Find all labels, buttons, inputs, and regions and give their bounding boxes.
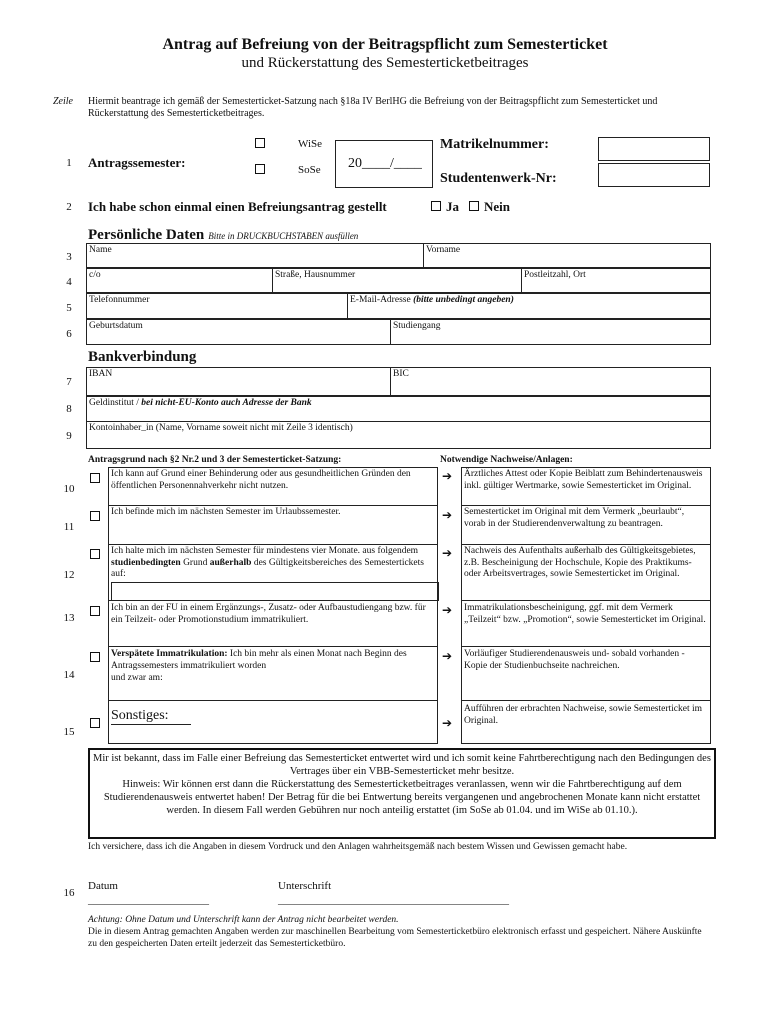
row-number-13: 13	[63, 612, 75, 624]
reason-12-text-e: des Gültigkeitsbereiches des Semestertickets auf:	[111, 557, 424, 579]
wise-label: WiSe	[298, 138, 322, 150]
strasse-label: Straße, Hausnummer	[275, 270, 356, 280]
reason-13-checkbox[interactable]	[90, 606, 100, 616]
email-hint: (bitte unbedingt angeben)	[413, 295, 514, 305]
iban-label: IBAN	[89, 369, 113, 379]
row-number-9: 9	[66, 430, 72, 442]
versicherung-text: Ich versichere, dass ich die Angaben in diesem Vordruck und den Anlagen wahrheitsgemäß nach bestem Wissen und Gewissen gemacht habe.	[88, 842, 628, 852]
institut-label: Geldinstitut /	[89, 398, 139, 408]
row-number-11: 11	[63, 521, 75, 533]
achtung-text: Achtung: Ohne Datum und Unterschrift kann der Antrag nicht bearbeitet werden.	[88, 915, 399, 925]
personal-heading	[88, 226, 358, 244]
row-number-4: 4	[66, 276, 72, 288]
email-label: E-Mail-Adresse	[350, 295, 411, 305]
matrikel-label: Matrikelnummer:	[440, 137, 549, 152]
geburtsdatum-field[interactable]	[86, 319, 391, 345]
prior-question: Ich habe schon einmal einen Befreiungsantrag gestellt	[88, 199, 387, 214]
divider	[461, 600, 711, 601]
personal-hint: Bitte in DRUCKBUCHSTABEN ausfüllen	[208, 231, 359, 241]
telefon-label: Telefonnummer	[89, 295, 150, 305]
plz-field[interactable]	[521, 268, 711, 293]
unterschrift-line[interactable]: __________________________________________	[278, 894, 509, 906]
row-number-3: 3	[66, 251, 72, 263]
notice-line-1: Mir ist bekannt, dass im Falle einer Befreiung das Semesterticket entwertet wird und ich somit keine Fahrtberechtigung nach den Bedingungen des Vertrages über ein VBB-Semesterticket mehr besitze.	[93, 753, 711, 777]
proof-13-text: Immatrikulationsbescheinigung, ggf. mit dem Vermerk „Teilzeit“ bzw. „Promotion“, sowie Semesterticket im Original.	[464, 603, 706, 625]
divider	[108, 505, 438, 506]
iban-field[interactable]	[86, 367, 391, 396]
reason-12-text	[111, 546, 431, 581]
reason-12-input[interactable]	[111, 582, 439, 601]
reason-12-text-d: außerhalb	[209, 557, 252, 568]
reasons-right-header: Notwendige Nachweise/Anlagen:	[440, 455, 573, 465]
geburtsdatum-label: Geburtsdatum	[89, 321, 143, 331]
plz-label: Postleitzahl, Ort	[524, 270, 586, 280]
divider	[461, 544, 711, 545]
divider	[461, 505, 711, 506]
notice-line-2: Hinweis: Wir können erst dann die Rückerstattung des Semesterticketbeitrages veranlassen, wenn wir die Fahrtberechtigung auf dem Studierendenausweis entwertet haben! Der Betrag für die bei Entwertung bereits vergangenen und angebrochenen Monate kann nicht erstattet werden. In diesem Fall werden Gebühren nur noch anteilig erstattet (im SoSe ab 01.04. und im WiSe ab 01.10.).	[103, 779, 701, 816]
personal-title: Persönliche Daten	[88, 227, 205, 243]
arrow-icon: ➔	[441, 603, 453, 617]
zeile-label: Zeile	[53, 96, 73, 107]
row-number-2: 2	[66, 201, 72, 213]
inhaber-label: Kontoinhaber_in (Name, Vorname soweit nicht mit Zeile 3 identisch)	[89, 423, 353, 433]
reason-12-text-c: Grund	[180, 557, 210, 568]
proof-15-text: Aufführen der erbrachten Nachweise, sowie Semesterticket im Original.	[464, 704, 703, 726]
semester-year: 20____/____	[348, 156, 422, 171]
studiengang-field[interactable]	[390, 319, 711, 345]
intro-text: Hiermit beantrage ich gemäß der Semesterticket-Satzung nach §18a IV BerlHG die Befreiung von der Beitragspflicht zum Semesterticket und Rückerstattung des Semesterticketbeitrages.	[88, 96, 658, 119]
prior-ja-checkbox[interactable]	[431, 201, 441, 211]
inhaber-field[interactable]	[86, 421, 711, 449]
row-number-10: 10	[63, 483, 75, 495]
bank-title: Bankverbindung	[88, 349, 197, 365]
reason-12-text-a: Ich halte mich im nächsten Semester für mindestens vier Monate. aus folgendem	[111, 546, 419, 556]
notice-box	[88, 748, 716, 839]
institut-hint: bei nicht-EU-Konto auch Adresse der Bank	[141, 398, 312, 408]
reason-15-checkbox[interactable]	[90, 718, 100, 728]
row-number-15: 15	[63, 726, 75, 738]
reason-14-text	[111, 649, 431, 672]
reason-14-text-rest: Ich bin mehr als einen Monat nach Beginn des Antragssemesters immatrikuliert worden	[111, 649, 407, 671]
strasse-field[interactable]	[272, 268, 522, 293]
email-field[interactable]	[347, 293, 711, 319]
row-number-5: 5	[66, 302, 72, 314]
row-number-16: 16	[63, 887, 75, 899]
row-number-14: 14	[63, 669, 75, 681]
row-number-8: 8	[66, 403, 72, 415]
sonstiges-underline	[111, 724, 191, 725]
reason-15-text: Sonstiges:	[111, 708, 169, 723]
divider	[108, 646, 438, 647]
datum-line[interactable]: ______________________	[88, 894, 209, 906]
form-title: Antrag auf Befreiung von der Beitragspflicht zum Semesterticket	[162, 36, 608, 53]
vorname-label: Vorname	[426, 245, 461, 255]
proof-14-text: Vorläufiger Studierendenausweis und- sobald vorhanden - Kopie der Studienbuchseite nachreichen.	[464, 649, 685, 671]
bic-field[interactable]	[390, 367, 711, 396]
row-number-6: 6	[66, 328, 72, 340]
proof-12-text: Nachweis des Aufenthalts außerhalb des Gültigkeitsgebietes, z.B. Bescheinigung der Hochschule, Kopie des Praktikums- oder Arbeitsvertrages, sowie Semesterticket im Original.	[464, 546, 696, 579]
datenschutz-text: Die in diesem Antrag gemachten Angaben werden zur maschinellen Bearbeitung vom Semesterticketbüro elektronisch erfasst und gespeichert. Nähere Auskünfte zu den gespeicherten Daten erteilt jederzeit das Semesterticketbüro.	[88, 927, 702, 949]
name-field[interactable]	[86, 243, 424, 268]
reason-13-text: Ich bin an der FU in einem Ergänzungs-, Zusatz- oder Aufbaustudiengang bzw. für ein Teilzeit- oder Promotionstudium immatrikuliert.	[111, 603, 426, 625]
studentenwerk-label: Studentenwerk-Nr:	[440, 171, 557, 186]
name-label: Name	[89, 245, 112, 255]
co-label: c/o	[89, 270, 101, 280]
divider	[108, 544, 438, 545]
proof-11-text: Semesterticket im Original mit dem Vermerk „beurlaubt“, vorab in der Studierendenverwaltung zu beantragen.	[464, 507, 685, 529]
wise-checkbox[interactable]	[255, 138, 265, 148]
prior-ja-label: Ja	[446, 199, 459, 214]
reason-14-text-bold: Verspätete Immatrikulation:	[111, 649, 228, 659]
row-number-12: 12	[63, 569, 75, 581]
reason-12-checkbox[interactable]	[90, 549, 100, 559]
reason-10-text: Ich kann auf Grund einer Behinderung oder aus gesundheitlichen Gründen den öffentlichen Personennahverkehr nicht nutzen.	[111, 469, 411, 491]
sose-checkbox[interactable]	[255, 164, 265, 174]
datum-label: Datum	[88, 880, 118, 892]
form-subtitle: und Rückerstattung des Semesterticketbeitrages	[241, 55, 529, 71]
reason-14-date-label: und zwar am:	[111, 673, 163, 683]
co-field[interactable]	[86, 268, 273, 293]
reason-14-checkbox[interactable]	[90, 652, 100, 662]
divider	[461, 700, 711, 701]
divider	[461, 646, 711, 647]
row-number-7: 7	[66, 376, 72, 388]
prior-nein-checkbox[interactable]	[469, 201, 479, 211]
arrow-icon: ➔	[441, 469, 453, 483]
reason-12-text-b: studienbedingten	[111, 557, 181, 568]
semester-label: Antragssemester:	[88, 155, 186, 170]
arrow-icon: ➔	[441, 716, 453, 730]
arrow-icon: ➔	[441, 649, 453, 663]
arrow-icon: ➔	[441, 508, 453, 522]
studiengang-label: Studiengang	[393, 321, 441, 331]
vorname-field[interactable]	[423, 243, 711, 268]
proof-10-text: Ärztliches Attest oder Kopie Beiblatt zum Behindertenausweis inkl. gültiger Wertmarke, sowie Semesterticket im Original.	[464, 469, 703, 491]
reason-11-checkbox[interactable]	[90, 511, 100, 521]
reason-10-checkbox[interactable]	[90, 473, 100, 483]
sose-label: SoSe	[298, 164, 321, 176]
studentenwerk-field[interactable]	[598, 163, 710, 187]
reasons-left-header: Antragsgrund nach §2 Nr.2 und 3 der Semesterticket-Satzung:	[88, 455, 342, 465]
arrow-icon: ➔	[441, 546, 453, 560]
matrikel-field[interactable]	[598, 137, 710, 161]
unterschrift-label: Unterschrift	[278, 880, 332, 892]
institut-field[interactable]	[86, 396, 711, 422]
telefon-field[interactable]	[86, 293, 348, 319]
row-number-1: 1	[66, 157, 72, 169]
divider	[108, 700, 438, 701]
reason-11-text: Ich befinde mich im nächsten Semester im Urlaubssemester.	[111, 507, 341, 517]
bic-label: BIC	[393, 369, 409, 379]
semester-year-field[interactable]	[335, 140, 433, 188]
prior-nein-label: Nein	[484, 199, 510, 214]
